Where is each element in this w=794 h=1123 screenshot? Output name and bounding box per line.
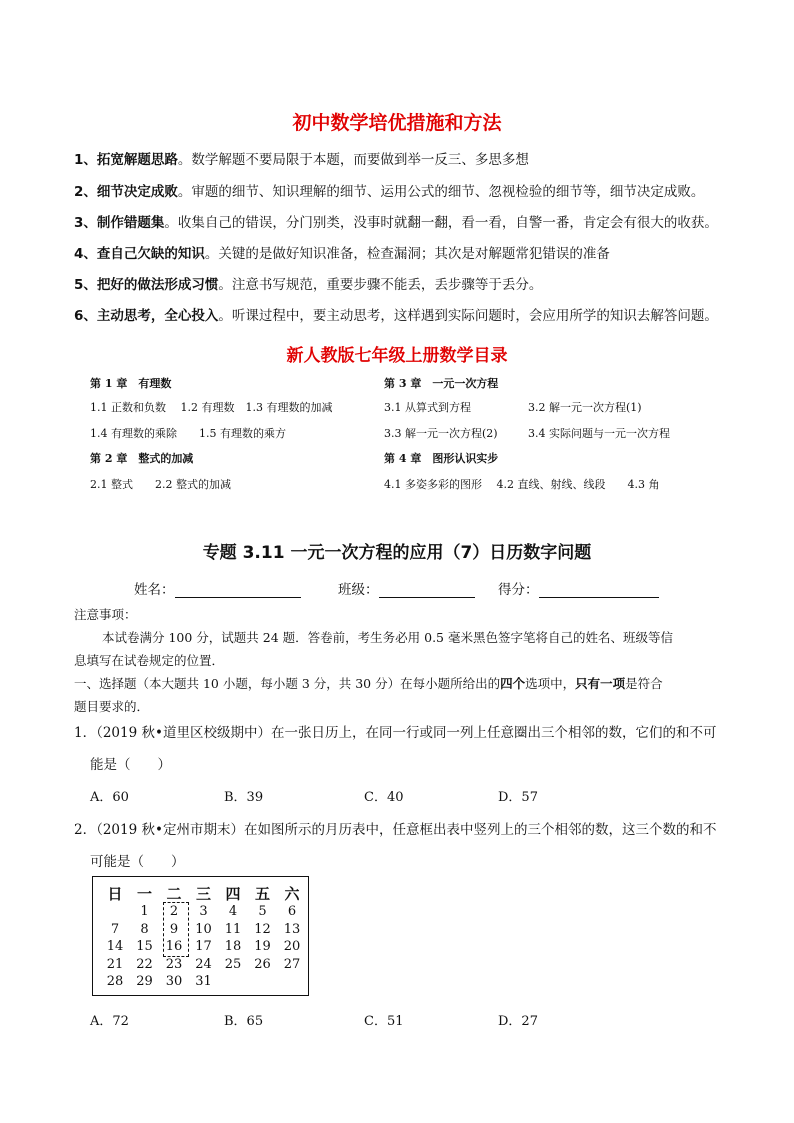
notice-line: 息填写在试卷规定的位置． — [74, 653, 225, 668]
question-2-text: 2．（2019 秋•定州市期末）在如图所示的月历表中，任意框出表中竖列上的三个相邻的数，这三个数的和不 — [74, 822, 717, 838]
calendar-header-cell: 二 — [166, 885, 182, 903]
toc-line: 3.2 解一元一次方程(1) — [528, 401, 642, 414]
name-label: 姓名： — [134, 582, 175, 598]
toc-line: 1.1 正数和负数 1.2 有理数 1.3 有理数的加减 — [90, 401, 333, 414]
class-underline — [379, 583, 475, 598]
score-field[interactable] — [498, 578, 659, 598]
calendar-header-cell: 六 — [284, 885, 300, 903]
toc-chapter-4: 第 4 章 图形认识实步 — [384, 452, 499, 465]
calendar-day-cell: 25 — [224, 956, 242, 972]
tips-title: 初中数学培优措施和方法 — [292, 112, 502, 134]
calendar-day-cell: 30 — [165, 974, 183, 989]
score-underline — [539, 583, 659, 598]
q1-option-d[interactable]: D．57 — [498, 790, 538, 805]
toc-title: 新人教版七年级上册数学目录 — [286, 346, 508, 366]
calendar-day-cell: 22 — [136, 956, 153, 972]
month-calendar — [92, 876, 309, 996]
calendar-day-cell: 16 — [165, 939, 183, 954]
calendar-day-cell: 8 — [140, 921, 149, 937]
toc-chapter-1: 第 1 章 有理数 — [90, 377, 172, 390]
toc-line: 3.4 实际问题与一元一次方程 — [528, 427, 670, 440]
calendar-day-cell: 17 — [195, 939, 212, 954]
calendar-day-cell: 29 — [136, 974, 153, 989]
tip-item: 6、主动思考，全心投入。听课过程中，要主动思考，这样遇到实际问题时，会应用所学的知识去解答问题。 — [74, 308, 718, 324]
calendar-day-cell: 11 — [224, 921, 242, 937]
tip-item: 5、把好的做法形成习惯。注意书写规范，重要步骤不能丢，丢步骤等于丢分。 — [74, 277, 543, 293]
q1-option-c[interactable]: C．40 — [364, 790, 404, 805]
calendar-day-cell: 6 — [287, 904, 297, 919]
tip-item: 4、查自己欠缺的知识。关键的是做好知识准备，检查漏洞；其次是对解题常犯错误的准备 — [74, 246, 610, 262]
calendar-day-cell: 23 — [165, 956, 183, 972]
q2-option-a[interactable]: A．72 — [90, 1014, 129, 1029]
calendar-day-cell: 1 — [140, 904, 149, 919]
highlight-frame — [163, 902, 189, 957]
name-underline — [175, 583, 301, 598]
calendar-day-cell: 2 — [169, 904, 179, 919]
calendar-day-cell: 5 — [258, 904, 267, 919]
q2-option-b[interactable]: B．65 — [224, 1014, 264, 1029]
calendar-day-cell: 20 — [283, 939, 301, 954]
q1-option-a[interactable]: A．60 — [90, 790, 129, 805]
toc-line: 3.1 从算式到方程 — [384, 401, 471, 414]
calendar-day-cell: 19 — [254, 939, 271, 954]
question-1-text-line2: 能是（ ） — [90, 757, 171, 773]
class-field[interactable] — [338, 578, 475, 598]
toc-line: 3.3 解一元一次方程(2) — [384, 427, 498, 440]
calendar-day-cell: 14 — [106, 939, 124, 954]
toc-line: 4.1 多姿多彩的图形 4.2 直线、射线、线段 4.3 角 — [384, 478, 660, 491]
calendar-day-cell: 4 — [228, 904, 238, 919]
calendar-day-cell: 31 — [195, 974, 212, 989]
question-1-text: 1．（2019 秋•道里区校级期中）在一张日历上，在同一行或同一列上任意圈出三个相邻的数，它们的和不可 — [74, 725, 717, 741]
calendar-header-cell: 日 — [107, 885, 123, 903]
calendar-day-cell: 27 — [283, 956, 301, 972]
calendar-day-cell: 10 — [195, 921, 212, 937]
calendar-header-cell: 四 — [225, 885, 241, 903]
notice-title: 注意事项： — [74, 607, 137, 622]
calendar-day-cell: 3 — [199, 904, 208, 919]
q1-option-b[interactable]: B．39 — [224, 790, 264, 805]
calendar-day-cell: 9 — [169, 921, 179, 937]
calendar-day-cell: 28 — [106, 974, 124, 989]
class-label: 班级： — [338, 582, 379, 598]
calendar-header-cell: 一 — [136, 885, 152, 903]
calendar-header-cell: 五 — [254, 885, 270, 903]
calendar-header-cell: 三 — [195, 885, 211, 903]
q2-option-d[interactable]: D．27 — [498, 1014, 538, 1029]
section-heading: 一、选择题（本大题共 10 小题，每小题 3 分，共 30 分）在每小题所给出的四个选项中，只有一项是符合 — [74, 676, 663, 691]
calendar-day-cell: 13 — [283, 921, 301, 937]
toc-chapter-3: 第 3 章 一元一次方程 — [384, 377, 499, 390]
calendar-day-cell: 12 — [254, 921, 271, 937]
tip-item: 2、细节决定成败。审题的细节、知识理解的细节、运用公式的细节、忽视检验的细节等，细节决定成败。 — [74, 184, 705, 200]
toc-line: 1.4 有理数的乘除 1.5 有理数的乘方 — [90, 427, 286, 440]
calendar-day-cell: 7 — [110, 921, 120, 937]
q2-option-c[interactable]: C．51 — [364, 1014, 404, 1029]
name-field[interactable] — [134, 578, 301, 598]
notice-line: 本试卷满分 100 分，试题共 24 题．答卷前，考生务必用 0.5 毫米黑色签字笔将自己的姓名、班级等信 — [102, 630, 673, 645]
calendar-day-cell: 15 — [136, 939, 153, 954]
score-label: 得分： — [498, 582, 539, 598]
calendar-day-cell: 18 — [224, 939, 242, 954]
calendar-day-cell: 21 — [106, 956, 124, 972]
tip-item: 1、拓宽解题思路。数学解题不要局限于本题，而要做到举一反三、多思多想 — [74, 152, 529, 168]
section-heading-line2: 题目要求的． — [74, 699, 150, 714]
calendar-day-cell: 24 — [195, 956, 212, 972]
calendar-day-cell: 26 — [254, 956, 271, 972]
tip-item: 3、制作错题集。收集自己的错误，分门别类，没事时就翻一翻，看一看，自警一番，肯定会有很大的收获。 — [74, 215, 718, 231]
toc-line: 2.1 整式 2.2 整式的加减 — [90, 478, 231, 491]
toc-chapter-2: 第 2 章 整式的加减 — [90, 452, 194, 465]
question-2-text-line2: 可能是（ ） — [90, 854, 185, 870]
exam-title: 专题 3.11 一元一次方程的应用（7）日历数字问题 — [202, 543, 592, 563]
